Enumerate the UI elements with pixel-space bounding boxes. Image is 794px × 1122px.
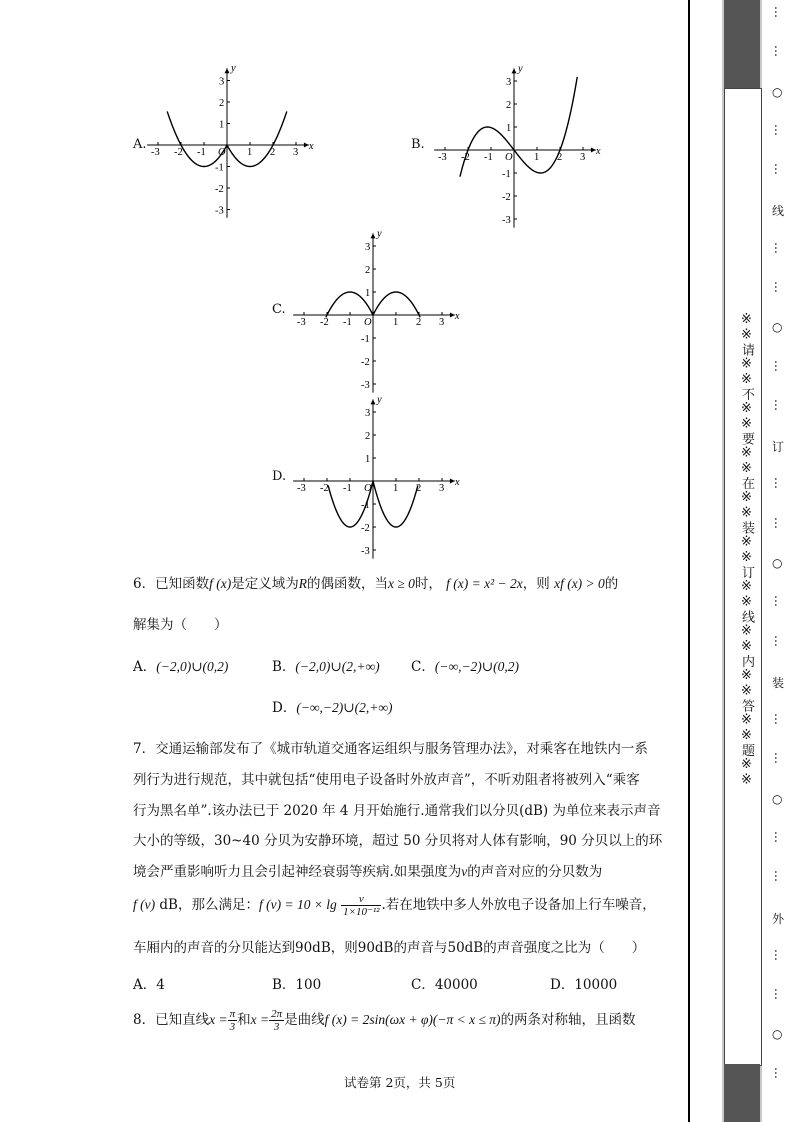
binding-dots-mark: … — [772, 752, 786, 765]
x-tick-label: 3 — [439, 483, 445, 494]
x-tick-label: -1 — [343, 483, 352, 494]
y-arrow — [371, 233, 376, 238]
margin-divider — [688, 0, 690, 1122]
binding-top-block — [724, 0, 760, 88]
option-c-label: C. — [272, 302, 286, 317]
y-tick-label: -3 — [215, 205, 224, 217]
option-d-label: D. — [272, 469, 287, 484]
y-tick-label: -3 — [502, 215, 511, 226]
x-axis-label: x — [308, 141, 314, 152]
x-tick-label: -3 — [151, 147, 160, 158]
binding-circle-mark: ○ — [772, 320, 783, 335]
option-a-label: A. — [133, 137, 147, 152]
q8-stem: 8．已知直线x = $\frac{\pi}{3}$ 和x = $\frac{2\pi}{3}$ 是曲线f (x) = 2sin(ωx + φ)(−π < x ≤ π)的两条对称轴，且函数 — [133, 1008, 636, 1033]
x-tick-label: -3 — [297, 317, 306, 328]
q7-option-a[interactable]: A．4 — [133, 977, 165, 993]
x-tick-label: -1 — [343, 317, 352, 328]
option-b-label: B. — [411, 137, 425, 152]
y-tick-label: -3 — [361, 380, 370, 391]
binding-circle-mark: ○ — [772, 791, 783, 806]
x-tick-label: 2 — [270, 147, 276, 158]
origin-label: O — [364, 483, 372, 494]
q7-line6: f (v) dB，那么满足：f (v) = 10 × lg $\frac{v}{\text{1×10⁻¹²}}$ .若在地铁中多人外放电子设备加上行车噪音， — [133, 893, 656, 918]
binding-warning-text: ※※请※※不※※要※※在※※装※※订※※线※※内※※答※※题※※ — [739, 312, 754, 788]
y-axis-label: y — [231, 63, 236, 75]
y-arrow — [371, 399, 376, 404]
binding-dots-mark: … — [772, 123, 786, 136]
binding-dots-mark: … — [772, 870, 786, 883]
y-tick-label: -1 — [215, 162, 224, 174]
x-tick-label: -2 — [320, 483, 329, 494]
y-tick-label: 2 — [365, 431, 371, 442]
x-tick-label: -1 — [484, 152, 493, 163]
origin-label: O — [218, 147, 226, 158]
q7-line3: 行为黑名单”.该办法已于 2020 年 4 月开始施行.通常我们以分贝(dB) 为单位来表示声音 — [133, 803, 661, 819]
graph-b — [437, 65, 612, 229]
x-tick-label: 3 — [580, 152, 586, 163]
x-tick-label: -1 — [197, 147, 206, 158]
y-axis-label: y — [377, 394, 382, 406]
binding-dots-mark: … — [772, 477, 786, 490]
x-tick-label: -3 — [297, 483, 306, 494]
binding-dots-mark: … — [772, 516, 786, 529]
binding-dots-mark: … — [772, 398, 786, 411]
x-tick-label: 1 — [247, 147, 253, 158]
x-tick-label: 2 — [416, 483, 422, 494]
q7-line2: 列行为进行规范，其中就包括“使用电子设备时外放声音”，不听劝阻者将被列入“乘客 — [133, 772, 640, 788]
y-tick-label: 1 — [506, 123, 512, 134]
binding-dots-mark: … — [772, 713, 786, 726]
x-tick-label: -2 — [320, 317, 329, 328]
x-tick-label: -2 — [461, 152, 470, 163]
y-tick-label: 3 — [365, 408, 371, 419]
origin-label: O — [505, 152, 513, 163]
q6-option-a[interactable]: A．(−2,0)∪(0,2) — [133, 659, 229, 675]
q6-option-c[interactable]: C．(−∞,−2)∪(0,2) — [411, 659, 519, 675]
q7-option-b[interactable]: B．100 — [272, 977, 322, 993]
y-axis-label: y — [377, 228, 382, 240]
graph-a — [151, 63, 320, 224]
y-tick-label: 2 — [506, 100, 512, 111]
binding-dots-mark: … — [772, 359, 786, 372]
y-tick-label: 3 — [365, 242, 371, 253]
y-axis-label: y — [518, 63, 523, 75]
y-tick-label: 3 — [506, 77, 512, 88]
y-tick-label: -2 — [502, 192, 511, 203]
q6-stem: 6．已知函数f (x)是定义域为R的偶函数，当x ≥ 0时， f (x) = x² − 2x，则 xf (x) > 0的 — [133, 576, 619, 592]
graph-d — [296, 396, 471, 560]
binding-dots-mark: … — [772, 831, 786, 843]
q7-option-c[interactable]: C．40000 — [411, 977, 478, 993]
q7-option-d[interactable]: D．10000 — [550, 977, 618, 993]
y-tick-label: 1 — [365, 454, 371, 465]
y-tick-label: -2 — [361, 523, 370, 534]
y-tick-label: -2 — [215, 184, 224, 195]
binding-dots-mark: … — [772, 163, 786, 176]
x-tick-label: 2 — [557, 152, 563, 163]
binding-circle-mark: ○ — [772, 1027, 783, 1042]
binding-circle-mark: ○ — [772, 556, 783, 570]
origin-label: O — [364, 317, 372, 328]
q7-line1: 7．交通运输部发布了《城市轨道交通客运组织与服务管理办法》，对乘客在地铁内一系 — [133, 741, 648, 757]
binding-circle-mark: ○ — [772, 84, 783, 99]
x-axis-label: x — [595, 146, 601, 157]
y-tick-label: -3 — [361, 546, 370, 557]
x-tick-label: 3 — [439, 317, 445, 328]
binding-char-mark: 线 — [772, 204, 785, 219]
binding-dots-mark: … — [772, 1066, 786, 1079]
q6-option-b[interactable]: B．(−2,0)∪(2,+∞) — [272, 659, 380, 675]
y-tick-label: -1 — [502, 169, 511, 180]
x-tick-label: 1 — [393, 483, 399, 494]
x-tick-label: -3 — [438, 152, 447, 163]
y-tick-label: 1 — [365, 288, 371, 299]
x-tick-label: -2 — [174, 147, 183, 158]
x-tick-label: 3 — [293, 147, 299, 158]
binding-dots-mark: … — [772, 595, 786, 608]
binding-dots-mark: … — [772, 988, 786, 1001]
y-arrow — [225, 68, 230, 73]
binding-dots-mark: … — [772, 6, 786, 18]
binding-char-mark: 订 — [772, 440, 785, 455]
y-tick-label: 2 — [365, 265, 371, 276]
q7-line7: 车厢内的声音的分贝能达到90dB，则90dB的声音与50dB的声音强度之比为（ ） — [133, 940, 646, 956]
binding-dots-mark: … — [772, 634, 786, 647]
binding-line-marks — [770, 0, 790, 1122]
y-arrow — [512, 68, 517, 73]
y-tick-label: -1 — [361, 500, 370, 511]
q6-line2: 解集为（ ） — [133, 617, 228, 633]
binding-dots-mark: … — [772, 45, 786, 58]
graph-c — [296, 230, 471, 394]
x-tick-label: 1 — [393, 317, 399, 328]
x-tick-label: 2 — [416, 317, 422, 328]
binding-char-mark: 外 — [772, 911, 785, 926]
page-footer: 试卷第 2页，共 5页 — [344, 1075, 456, 1090]
y-tick-label: -1 — [361, 334, 370, 345]
x-axis-label: x — [454, 311, 460, 322]
binding-dots-mark: … — [772, 281, 786, 293]
binding-bottom-block — [724, 1064, 760, 1122]
binding-char-mark: 装 — [772, 675, 785, 690]
y-tick-label: 1 — [219, 119, 225, 131]
x-tick-label: 1 — [534, 152, 540, 163]
y-tick-label: 3 — [219, 76, 225, 88]
q7-line5: 境会严重影响听力且会引起神经衰弱等疾病.如果强度为v的声音对应的分贝数为 — [133, 864, 603, 880]
q7-line4: 大小的等级，30~40 分贝为安静环境，超过 50 分贝将对人体有影响，90 分贝以上的环 — [133, 833, 663, 849]
binding-dots-mark: … — [772, 948, 786, 961]
binding-dots-mark: … — [772, 241, 786, 254]
y-tick-label: -2 — [361, 357, 370, 368]
x-axis-label: x — [454, 477, 460, 488]
y-tick-label: 2 — [219, 98, 225, 109]
q6-option-d[interactable]: D．(−∞,−2)∪(2,+∞) — [272, 700, 393, 716]
db-fraction: $\frac{v}{\text{1×10⁻¹²}}$ — [343, 893, 380, 918]
